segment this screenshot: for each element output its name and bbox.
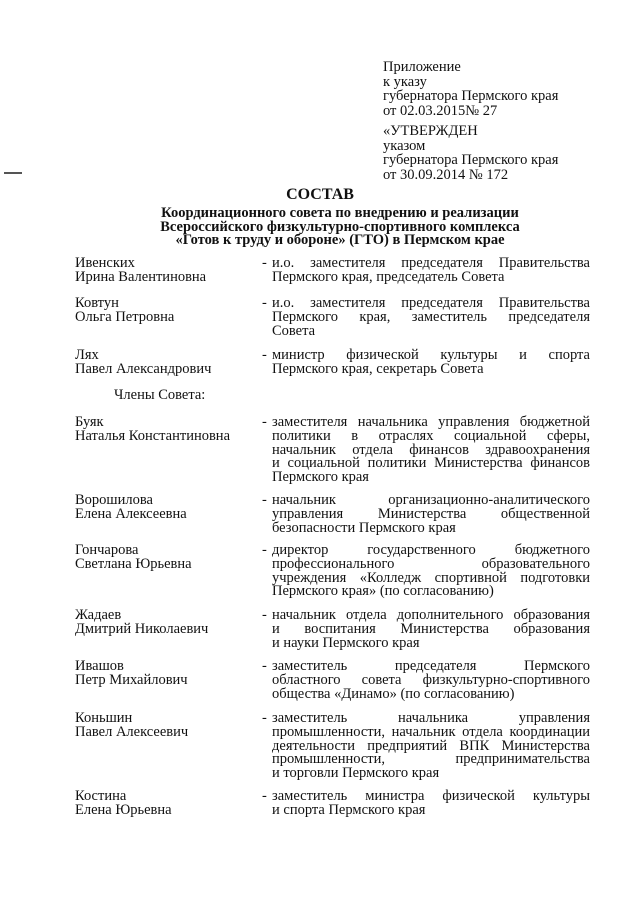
position-line: заместитель начальника управления <box>272 710 590 726</box>
scan-margin-mark <box>4 172 22 174</box>
dash: - <box>262 658 267 674</box>
position-line: заместитель министра физической культуры <box>272 788 590 804</box>
person-name <box>75 297 255 325</box>
position-line: Пермского края <box>272 469 369 486</box>
annex-line: губернатора Пермского края <box>383 88 559 105</box>
dash: - <box>262 788 267 804</box>
position-line: Пермского края, заместитель председателя <box>272 308 590 325</box>
position-line: промышленности, предпринимательства <box>272 751 590 768</box>
person-position <box>272 544 590 599</box>
position-line: и.о. заместителя председателя Правительства <box>272 295 590 311</box>
approval-line: губернатора Пермского края <box>383 152 559 169</box>
annex-reference <box>383 60 558 118</box>
council-heading <box>130 207 550 248</box>
position-line: управления Министерства общественной <box>272 505 590 522</box>
position-line: начальник отдела финансов здравоохранения <box>272 441 590 458</box>
person-given-names: Ольга Петровна <box>75 308 175 325</box>
person-given-names: Елена Юрьевна <box>75 801 172 818</box>
approval-stamp <box>383 124 558 182</box>
person-position <box>272 297 590 338</box>
person-given-names: Ирина Валентиновна <box>75 268 207 285</box>
position-line: начальник отдела дополнительного образования <box>272 607 590 623</box>
person-surname: Ворошилова <box>75 492 153 508</box>
dash: - <box>262 347 267 363</box>
position-line: безопасности Пермского края <box>272 519 456 536</box>
position-line: директор государственного бюджетного <box>272 542 590 558</box>
person-surname: Коньшин <box>75 710 133 726</box>
position-line: заместитель председателя Пермского <box>272 658 590 674</box>
person-surname: Жадаев <box>75 607 122 623</box>
annex-line: от 02.03.2015№ 27 <box>383 102 498 119</box>
person-surname: Лях <box>75 347 99 363</box>
person-position <box>272 609 590 650</box>
person-position <box>272 494 590 535</box>
heading-line: Всероссийского физкультурно-спортивного комплекса <box>160 218 520 235</box>
position-line: учреждения «Колледж спортивной подготовки <box>272 569 590 586</box>
dash: - <box>262 295 267 311</box>
position-line: и.о. заместителя председателя Правительства <box>272 255 590 271</box>
position-line: областного совета физкультурно-спортивного <box>272 671 590 688</box>
person-surname: Костина <box>75 788 127 804</box>
heading-line: «Готов к труду и обороне» (ГТО) в Пермском крае <box>175 232 505 249</box>
person-given-names: Павел Алексеевич <box>75 723 189 740</box>
person-position <box>272 712 590 781</box>
members-label: Члены Совета: <box>114 387 206 403</box>
approval-line: указом <box>383 137 426 154</box>
dash: - <box>262 255 267 271</box>
approval-line: «УТВЕРЖДЕН <box>383 123 478 139</box>
document-title: СОСТАВ <box>286 186 354 203</box>
position-line: и науки Пермского края <box>272 634 420 651</box>
person-position <box>272 790 590 818</box>
person-given-names: Светлана Юрьевна <box>75 555 192 572</box>
position-line: политики в отраслях социальной сферы, <box>272 427 590 444</box>
person-surname: Гончарова <box>75 542 139 558</box>
dash: - <box>262 414 267 430</box>
person-given-names: Дмитрий Николаевич <box>75 620 209 637</box>
position-line: промышленности, начальник отдела координации <box>272 723 590 740</box>
heading-line: Координационного совета по внедрению и реализации <box>161 205 519 221</box>
dash: - <box>262 492 267 508</box>
position-line: начальник организационно-аналитического <box>272 492 590 508</box>
annex-line: Приложение <box>383 59 461 75</box>
person-surname: Ивенских <box>75 255 135 271</box>
person-name <box>75 257 255 285</box>
person-given-names: Наталья Константиновна <box>75 427 231 444</box>
position-line: деятельности предприятий ВПК Министерства <box>272 737 590 754</box>
position-line: общества «Динамо» (по согласованию) <box>272 685 515 702</box>
person-position <box>272 349 590 377</box>
person-name <box>75 660 255 688</box>
person-name <box>75 349 255 377</box>
person-position <box>272 257 590 285</box>
person-name <box>75 544 255 572</box>
person-surname: Ковтун <box>75 295 119 311</box>
position-line: и социальной политики Министерства финансов <box>272 455 590 472</box>
person-name <box>75 609 255 637</box>
position-line: и торговли Пермского края <box>272 765 440 782</box>
person-position <box>272 416 590 485</box>
position-line: министр физической культуры и спорта <box>272 347 590 363</box>
position-line: Пермского края, председатель Совета <box>272 268 505 285</box>
dash: - <box>262 542 267 558</box>
person-name <box>75 712 255 740</box>
person-name <box>75 494 255 522</box>
position-line: Пермского края, секретарь Совета <box>272 360 484 377</box>
person-name <box>75 790 255 818</box>
person-name <box>75 416 255 444</box>
position-line: и спорта Пермского края <box>272 801 426 818</box>
person-given-names: Елена Алексеевна <box>75 505 187 522</box>
position-line: и воспитания Министерства образования <box>272 620 590 637</box>
approval-line: от 30.09.2014 № 172 <box>383 166 509 183</box>
person-given-names: Павел Александрович <box>75 360 212 377</box>
position-line: заместителя начальника управления бюджетной <box>272 414 590 430</box>
position-line: профессионального образовательного <box>272 555 590 572</box>
position-line: Пермского края» (по согласованию) <box>272 583 494 600</box>
dash: - <box>262 710 267 726</box>
person-position <box>272 660 590 701</box>
position-line: Совета <box>272 322 316 339</box>
person-surname: Буяк <box>75 414 104 430</box>
dash: - <box>262 607 267 623</box>
annex-line: к указу <box>383 73 427 90</box>
person-given-names: Петр Михайлович <box>75 671 188 688</box>
person-surname: Ивашов <box>75 658 124 674</box>
